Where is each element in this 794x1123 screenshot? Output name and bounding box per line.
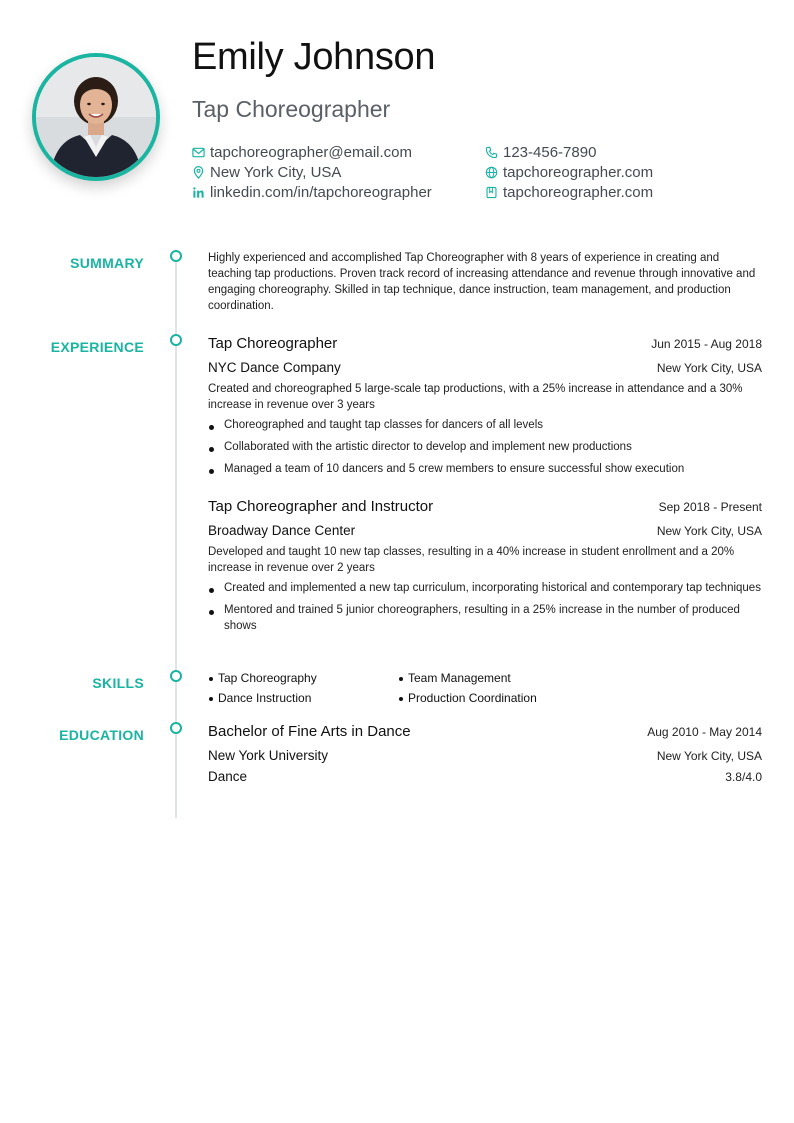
bookmark-icon <box>485 186 498 199</box>
contact-website[interactable]: tapchoreographer.com <box>485 162 653 182</box>
skill-item: Tap Choreography <box>208 670 398 686</box>
skill-item: Production Coordination <box>398 690 588 706</box>
skills-list <box>208 670 762 706</box>
list-item: Choreographed and taught tap classes for dancers of all levels <box>208 417 762 433</box>
education-dot <box>170 722 182 734</box>
company-name: NYC Dance Company <box>208 360 341 375</box>
job-title: Tap Choreographer <box>208 335 338 352</box>
candidate-name: Emily Johnson <box>192 36 436 78</box>
job-title: Tap Choreographer and Instructor <box>208 498 434 515</box>
job-bullets <box>208 417 762 477</box>
experience-dot <box>170 334 182 346</box>
profile-photo <box>32 53 160 181</box>
phone-icon <box>485 146 498 159</box>
contact-email[interactable]: tapchoreographer@email.com <box>192 142 432 162</box>
linkedin-icon <box>192 186 205 199</box>
job-description: Developed and taught 10 new tap classes, resulting in a 40% increase in student enrollment and a 20% increase in revenue over 2 years <box>208 546 735 574</box>
job-location: New York City, USA <box>656 524 762 538</box>
summary-heading: SUMMARY <box>70 255 144 271</box>
contact-column-left <box>192 142 432 202</box>
list-item: Mentored and trained 5 junior choreographers, resulting in a 25% increase in the number of produced shows <box>208 602 762 634</box>
skills-dot <box>170 670 182 682</box>
contact-portfolio[interactable]: tapchoreographer.com <box>485 182 653 202</box>
skill-item: Team Management <box>398 670 588 686</box>
job-description: Created and choreographed 5 large-scale tap productions, with a 25% increase in attendance and a 30% increase in revenue over 3 years <box>208 383 743 411</box>
skills-heading: SKILLS <box>92 675 144 691</box>
contact-column-right <box>485 142 653 202</box>
job-location: New York City, USA <box>656 361 762 375</box>
experience-entry-2 <box>208 498 762 640</box>
gpa: 3.8/4.0 <box>725 770 762 784</box>
location-icon <box>192 166 205 179</box>
contact-phone[interactable]: 123-456-7890 <box>485 142 653 162</box>
education-entry <box>208 723 762 784</box>
summary-text: Highly experienced and accomplished Tap Choreographer with 8 years of experience in creating and teaching tap productions. Proven track record of increasing attendance and revenue through innovative and engaging choreography. Skilled in tap technique, dance instruction, team management, and production coordination. <box>208 252 756 312</box>
list-item: Managed a team of 10 dancers and 5 crew members to ensure successful show execution <box>208 461 762 477</box>
list-item: Created and implemented a new tap curriculum, incorporating historical and contemporary tap techniques <box>208 580 762 596</box>
education-date: Aug 2010 - May 2014 <box>647 725 762 739</box>
school-name: New York University <box>208 748 329 763</box>
degree-name: Bachelor of Fine Arts in Dance <box>208 723 411 740</box>
school-location: New York City, USA <box>656 749 762 763</box>
avatar <box>36 57 156 177</box>
education-heading: EDUCATION <box>59 727 144 743</box>
list-item: Collaborated with the artistic director to develop and implement new productions <box>208 439 762 455</box>
contact-linkedin[interactable]: linkedin.com/in/tapchoreographer <box>192 182 432 202</box>
job-title-headline: Tap Choreographer <box>192 96 391 122</box>
mail-icon <box>192 146 205 159</box>
globe-icon <box>485 166 498 179</box>
experience-entry-1 <box>208 335 762 483</box>
job-date: Jun 2015 - Aug 2018 <box>651 337 762 351</box>
company-name: Broadway Dance Center <box>208 523 356 538</box>
field-of-study: Dance <box>208 769 248 784</box>
experience-heading: EXPERIENCE <box>50 339 144 355</box>
job-bullets <box>208 580 762 634</box>
job-date: Sep 2018 - Present <box>658 500 762 514</box>
skill-item: Dance Instruction <box>208 690 398 706</box>
summary-dot <box>170 250 182 262</box>
contact-location: New York City, USA <box>192 162 432 182</box>
